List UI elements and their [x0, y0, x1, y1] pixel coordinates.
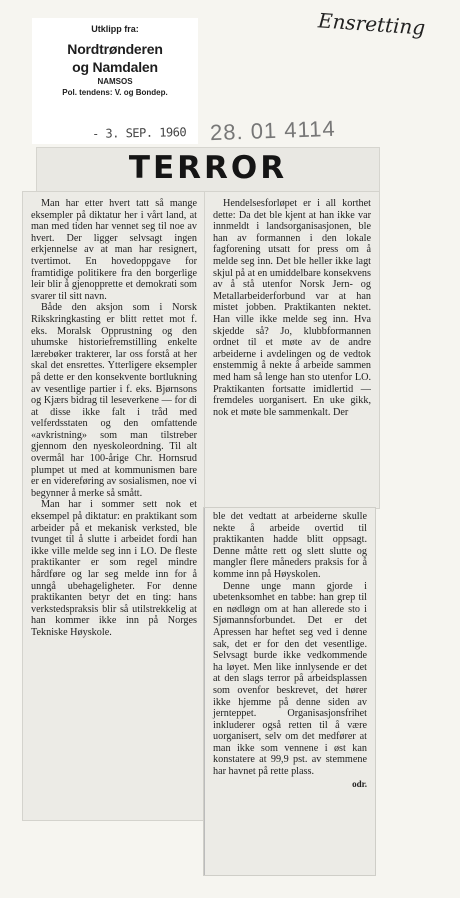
newspaper-name-line1: Nordtrønderen: [67, 41, 163, 57]
paragraph: ble det vedtatt at arbeiderne skulle nekte å arbeide overtid til praktikanten hadde blitt oppsagt. Denne måtte rett og slett slutte og mangler flere måneders praksis for å komme inn på Høyskolen.: [213, 511, 367, 580]
article-left-column: [23, 192, 205, 820]
article-right-column-top: [205, 192, 379, 508]
paragraph: Man har i sommer sett nok et eksempel på diktatur: en praktikant som arbeider på et mekanisk verksted, ble tvunget til å slutte i arbeidet fordi han ikke ville melde seg inn i LO. De fleste praktikanter er som regel mindre hårdføre og lar seg melde inn for å unngå ubehageligheter. For denne praktikanten betyr det en ting: hans verkstedspraksis blir så utilstrekkelig at han kommer ikke inn på Norges Tekniske Høyskole.: [31, 499, 197, 638]
date-stamp: - 3. SEP. 1960: [91, 125, 187, 141]
newspaper-name-line2: og Namdalen: [72, 59, 158, 75]
paragraph: Både den aksjon som i Norsk Rikskringkasting er blitt rettet mot f. eks. Moralsk Opprustning og den uhumske historiefremstilling enkelte lærebøker trakterer, lar oss forstå at her skal det ensrettes. Ytterligere eksempler på dette er den konsekvente bortlukning av vesentlige partier i f. eks. Bjørnsons og Kjærs bidrag til leseverkene — for di at disse ikke falt i tråd med velferdsstaten og den omfattende «avkristning» som man tilstreber gjennom den nyeskoleordning. Til alt overmål har 100-årige Chr. Hornsrud plumpet ut med at kommunismen bare er en videreføring av sosialismen, noe vi begynner å merke så smått.: [31, 302, 197, 499]
article-headline-clip: [37, 148, 379, 192]
article-title: TERROR: [128, 150, 288, 186]
paragraph: Hendelsesforløpet er i all korthet dette: Da det ble kjent at han ikke var innmeldt i landsorganisasjonen, ble han av formannen i den lokale fagforening utsatt for press om å melde seg inn. Det ble heller ikke lagt skjul på at en umiddelbare konsekvens av å stå utenfor Norsk Jern- og Metallarbeiderforbund var at han mistet jobben. Praktikanten nektet. Han ville ikke melde seg inn. Hva skjedde så? Jo, klubbformannen ordnet til et møte av de andre arbeiderne i avdelingen og de vedtok enstemmig å nekte å arbeide sammen med ham så lenge han sto utenfor LO. Praktikanten fortsatte imidlertid — fremdeles uorganisert. En uke gikk, nok et møte ble sammenkalt. Der: [213, 198, 371, 418]
handwritten-note: Ensretting: [317, 8, 427, 40]
newspaper-city: NAMSOS: [97, 77, 133, 86]
archive-number-stamp: 28. 01 4114: [209, 115, 336, 146]
paragraph: Denne unge mann gjorde i ubetenksomhet en tabbe: han grep til en nødløgn om at han allerede sto i Sjømannsforbundet. Det er det Apressen har heftet seg ved i denne sak, det er for den det vesentlige. Selvsagt burde ikke vedkommende ha løyet. Men like innlysende er det at den slags terror på arbeidsplassen som ovenfor beskrevet, det hører ikke hjemme på denne siden av jernteppet. Organisasjonsfrihet inkluderer også retten til å være uorganisert, selv om det medfører at man ikke som vennene i øst kan konstatere at 99,9 pst. av stemmene har havnet på rette plass.: [213, 580, 367, 778]
article-right-column-bottom: [204, 508, 375, 875]
paragraph: Man har etter hvert tatt så mange eksempler på diktatur her i vårt land, at man med tiden har vennet seg til noe av hvert. Der ligger selvsagt ingen erkjennelse av at man har resignert, tvertimot. En hovedoppgave for framtidige politikere fra den borgerlige leir blir å gjenopprette et demokrati som svarer til sitt navn.: [31, 198, 197, 302]
clipping-from-label: Utklipp fra:: [91, 24, 139, 34]
political-tendency: Pol. tendens: V. og Bondep.: [62, 88, 168, 97]
author-signature: odr.: [352, 778, 367, 789]
